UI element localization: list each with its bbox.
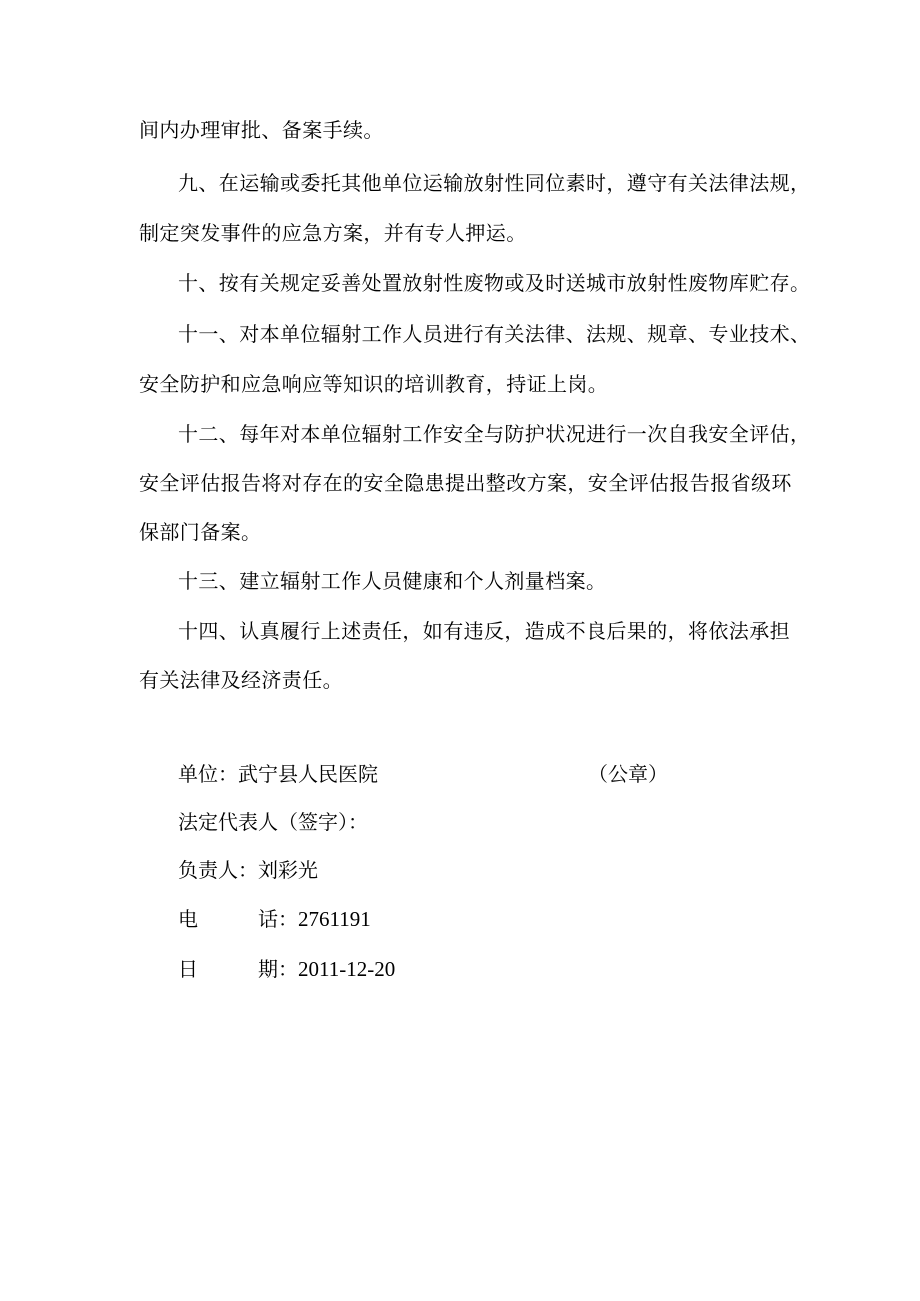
clause-14: 十四、认真履行上述责任，如有违反，造成不良后果的，将依法承担: [178, 619, 790, 643]
legal-representative-label: 法定代表人（签字）：: [178, 810, 368, 834]
body-line: 制定突发事件的应急方案，并有专人押运。: [139, 221, 527, 245]
clause-11: 十一、对本单位辐射工作人员进行有关法律、法规、规章、专业技术、: [178, 322, 811, 346]
official-seal-note: （公章）: [588, 762, 668, 786]
unit-row: [178, 762, 378, 786]
phone-label-char-1: 电: [178, 907, 198, 931]
clause-13: 十三、建立辐射工作人员健康和个人剂量档案。: [178, 569, 607, 593]
clause-9: 九、在运输或委托其他单位运输放射性同位素时，遵守有关法律法规，: [178, 171, 811, 195]
date-row: [258, 957, 395, 981]
responsible-name: 刘彩光: [258, 858, 318, 882]
unit-label: 单位：: [178, 762, 238, 786]
responsible-row: [178, 858, 318, 882]
responsible-label: 负责人：: [178, 858, 258, 882]
body-line: 有关法律及经济责任。: [139, 668, 343, 692]
body-line: 安全防护和应急响应等知识的培训教育，持证上岗。: [139, 372, 609, 396]
phone-number: 2761191: [298, 907, 371, 931]
date-value: 2011-12-20: [298, 957, 396, 981]
unit-name: 武宁县人民医院: [238, 762, 378, 786]
body-line: 保部门备案。: [139, 520, 262, 544]
body-line: 间内办理审批、备案手续。: [139, 118, 384, 142]
body-line: 安全评估报告将对存在的安全隐患提出整改方案，安全评估报告报省级环: [139, 471, 792, 495]
clause-12: 十二、每年对本单位辐射工作安全与防护状况进行一次自我安全评估，: [178, 422, 811, 446]
date-label-char-1: 日: [178, 957, 198, 981]
date-label: 期：: [258, 957, 298, 981]
clause-10: 十、按有关规定妥善处置放射性废物或及时送城市放射性废物库贮存。: [178, 271, 811, 295]
phone-row: [258, 907, 371, 931]
phone-label: 话：: [258, 907, 298, 931]
